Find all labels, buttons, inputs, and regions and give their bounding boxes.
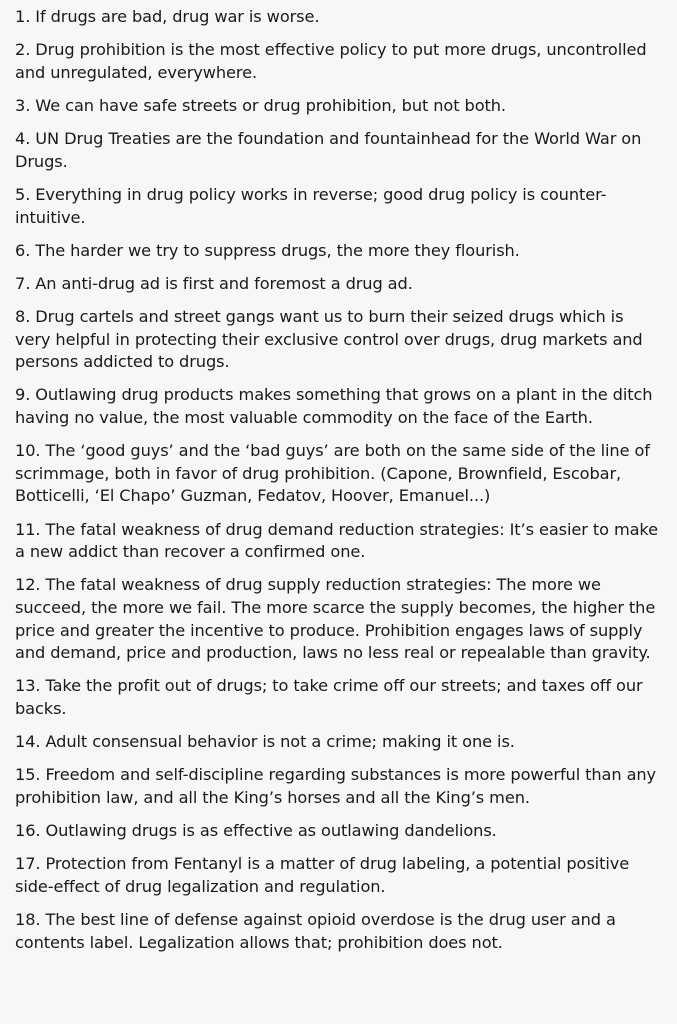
list-item-4: 4. UN Drug Treaties are the foundation and fountainhead for the World War on Drugs.	[15, 129, 642, 171]
list-item-1: 1. If drugs are bad, drug war is worse.	[15, 7, 320, 26]
list-item-2: 2. Drug prohibition is the most effective policy to put more drugs, uncontrolled and unregulated, everywhere.	[15, 40, 647, 82]
list-item-7: 7. An anti-drug ad is first and foremost a drug ad.	[15, 273, 413, 293]
list-item-15: 15. Freedom and self-discipline regarding substances is more powerful than any prohibition law, and all the King’s horses and all the King’s men.	[15, 765, 657, 807]
list-item-17: 17. Protection from Fentanyl is a matter of drug labeling, a potential positive side-effect of drug legalization and regulation.	[15, 854, 630, 896]
list-item-13: 13. Take the profit out of drugs; to take crime off our streets; and taxes off our backs.	[15, 676, 643, 718]
list-item-11: 11. The fatal weakness of drug demand reduction strategies: It’s easier to make a new addict than recover a confirmed one.	[15, 519, 658, 562]
list-item-6: 6. The harder we try to suppress drugs, the more they flourish.	[15, 240, 520, 260]
list-item-12: 12. The fatal weakness of drug supply reduction strategies: The more we succeed, the more we fail. The more scarce the supply becomes, the higher the price and greater the incentive to produce. Prohibition engages laws of supply and demand, price and production, laws no less real or repealable than gravity.	[15, 575, 656, 663]
list-item-16: 16. Outlawing drugs is as effective as outlawing dandelions.	[15, 821, 497, 841]
list-item-8: 8. Drug cartels and street gangs want us to burn their seized drugs which is very helpful in protecting their exclusive control over drugs, drug markets and persons addicted to drugs.	[15, 307, 643, 372]
list-item-9: 9. Outlawing drug products makes something that grows on a plant in the ditch having no value, the most valuable commodity on the face of the Earth.	[15, 385, 653, 428]
list-item-18: 18. The best line of defense against opioid overdose is the drug user and a contents label. Legalization allows that; prohibition does not.	[15, 910, 616, 952]
list-item-14: 14. Adult consensual behavior is not a crime; making it one is.	[15, 732, 515, 752]
list-item-3: 3. We can have safe streets or drug prohibition, but not both.	[15, 95, 506, 115]
list-item-10: 10. The ‘good guys’ and the ‘bad guys’ are both on the same side of the line of scrimmage, both in favor of drug prohibition. (Capone, Brownfield, Escobar, Botticelli, ‘El Chapo’ Guzman, Fedatov, Hoover, Emanuel...)	[15, 441, 650, 506]
list-item-5: 5. Everything in drug policy works in reverse; good drug policy is counter-intuitive.	[15, 184, 607, 227]
